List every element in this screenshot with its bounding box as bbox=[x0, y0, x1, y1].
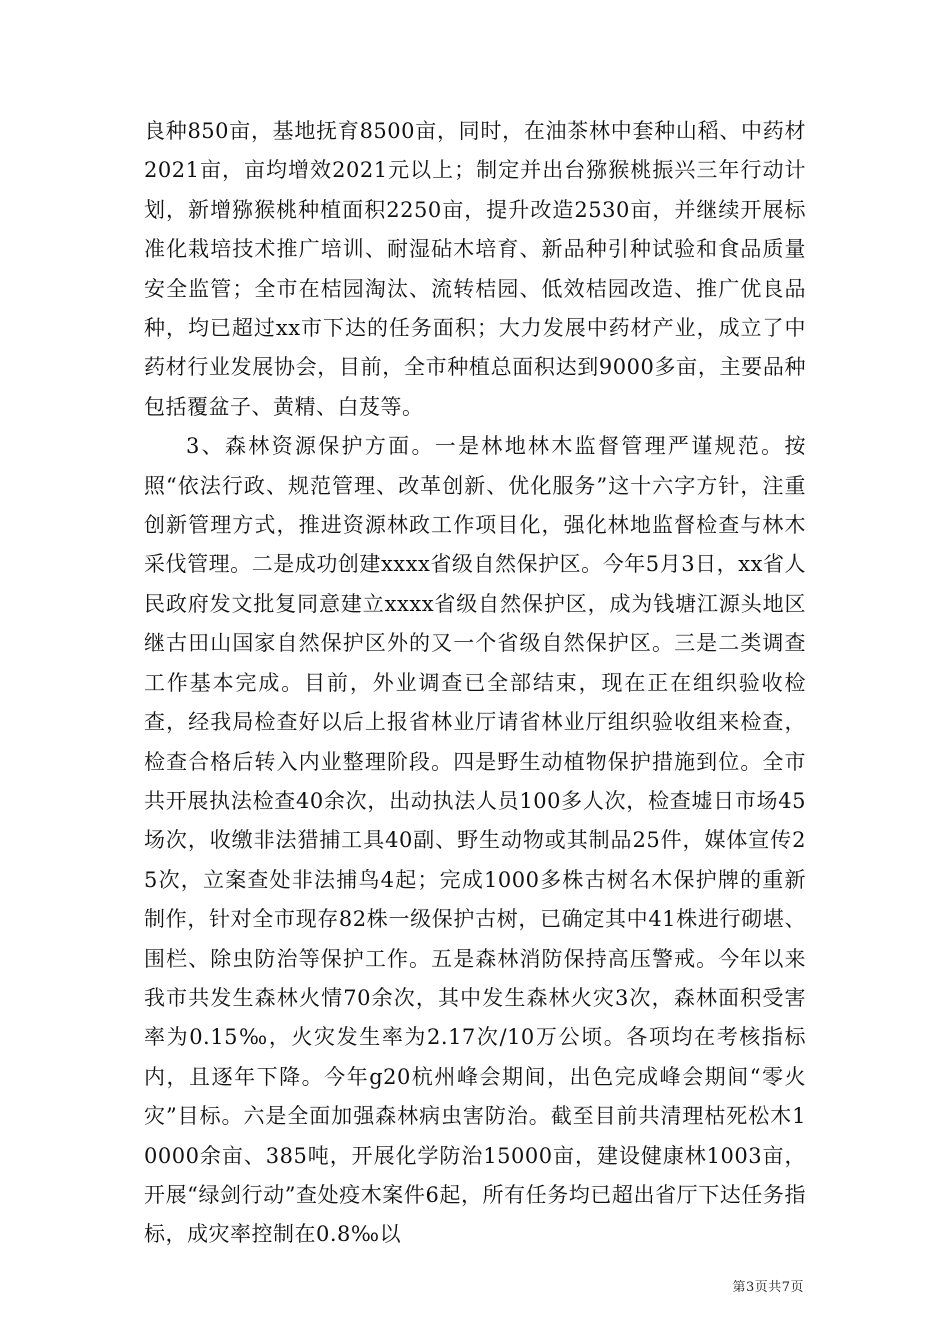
page-number-footer: 第3页共7页 bbox=[732, 1280, 804, 1295]
paragraph-forest-resource-protection: 3、森林资源保护方面。一是林地林木监督管理严谨规范。按照“依法行政、规范管理、改革创新、优化服务”这十六字方针，注重创新管理方式，推进资源林政工作项目化，强化林地监督检查与林木采伐管理。二是成功创建xxxx省级自然保护区。今年5月3日，xx省人民政府发文批复同意建立xxxx省级自然保护区，成为钱塘江源头地区继古田山国家自然保护区外的又一个省级自然保护区。三是二类调查工作基本完成。目前，外业调查已全部结束，现在正在组织验收检查，经我局检查好以后上报省林业厅请省林业厅组织验收组来检查，检查合格后转入内业整理阶段。四是野生动植物保护措施到位。全市共开展执法检查40余次，出动执法人员100多人次，检查墟日市场45场次，收缴非法猎捕工具40副、野生动物或其制品25件，媒体宣传25次，立案查处非法捕鸟4起；完成1000多株古树名木保护牌的重新制作，针对全市现存82株一级保护古树，已确定其中41株进行砌堪、围栏、除虫防治等保护工作。五是森林消防保持高压警戒。今年以来我市共发生森林火情70余次，其中发生森林火灾3次，森林面积受害率为0.15‰，火灾发生率为2.17次/10万公顷。各项均在考核指标内，且逐年下降。今年g20杭州峰会期间，出色完成峰会期间“零火灾”目标。六是全面加强森林病虫害防治。截至目前共清理枯死松木10000余亩、385吨，开展化学防治15000亩，建设健康林1003亩，开展“绿剑行动”查处疫木案件6起，所有任务均已超出省厅下达任务指标，成灾率控制在0.8‰以 bbox=[144, 434, 806, 1247]
document-body bbox=[144, 112, 806, 1255]
paragraph-continuation: 良种850亩，基地抚育8500亩，同时，在油茶林中套种山稻、中药材2021亩，亩均增效2021元以上；制定并出台猕猴桃振兴三年行动计划，新增猕猴桃种植面积2250亩，提升改造2530亩，并继续开展标准化栽培技术推广培训、耐湿砧木培育、新品种引种试验和食品质量安全监管；全市在桔园淘汰、流转桔园、低效桔园改造、推广优良品种，均已超过xx市下达的任务面积；大力发展中药材产业，成立了中药材行业发展协会，目前，全市种植总面积达到9000多亩，主要品种包括覆盆子、黄精、白芨等。 bbox=[144, 119, 806, 419]
